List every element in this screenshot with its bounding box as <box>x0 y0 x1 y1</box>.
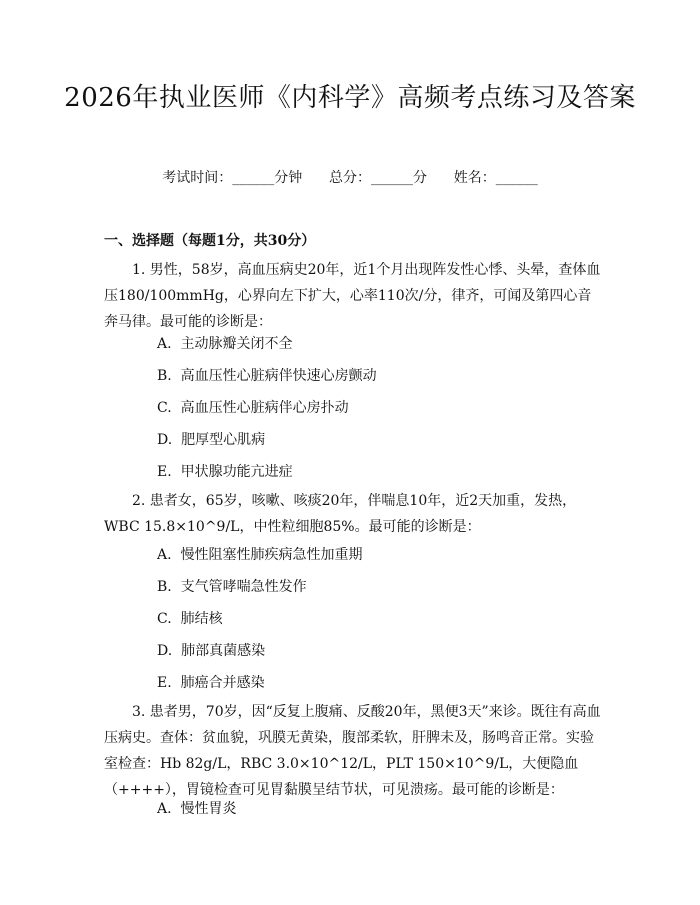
question-3-option-a: A. 慢性胃炎 <box>157 801 237 817</box>
document-title: 2026年执业医师《内科学》高频考点练习及答案 <box>64 83 636 113</box>
question-2-option-c: C. 肺结核 <box>157 611 223 627</box>
question-1-option-b: B. 高血压性心脏病伴快速心房颤动 <box>157 368 377 384</box>
question-1-option-a: A. 主动脉瓣关闭不全 <box>157 336 293 352</box>
exam-info-line: 考试时间：______分钟 总分：______分 姓名：______ <box>162 170 538 186</box>
question-1-option-d: D. 肥厚型心肌病 <box>157 432 266 448</box>
question-2-option-d: D. 肺部真菌感染 <box>157 643 266 659</box>
section-heading: 一、选择题（每题1分，共30分） <box>104 233 316 249</box>
question-1-option-c: C. 高血压性心脏病伴心房扑动 <box>157 400 349 416</box>
question-2-option-a: A. 慢性阻塞性肺疾病急性加重期 <box>157 547 363 563</box>
question-2-text: 2. 患者女，65岁，咳嗽、咳痰20年，伴喘息10年，近2天加重，发热，WBC 15.8×10^9/L，中性粒细胞85%。最可能的诊断是： <box>104 493 577 535</box>
question-1-text: 1. 男性，58岁，高血压病史20年，近1个月出现阵发性心悸、头晕，查体血压180/100mmHg，心界向左下扩大，心率110次/分，律齐，可闻及第四心音奔马律。最可能的诊断是： <box>104 262 601 330</box>
question-1-option-e: E. 甲状腺功能亢进症 <box>157 464 293 480</box>
question-2-option-b: B. 支气管哮喘急性发作 <box>157 579 307 595</box>
question-3-text: 3. 患者男，70岁，因“反复上腹痛、反酸20年，黑便3天”来诊。既往有高血压病史。查体：贫血貌，巩膜无黄染，腹部柔软，肝脾未及，肠鸣音正常。实验室检查：Hb 82g/L，RBC 3.0×10^12/L，PLT 150×10^9/L，大便隐血（++++），胃镜检查可见胃黏膜呈结节状，可见溃疡。最可能的诊断是： <box>104 704 601 798</box>
question-2-option-e: E. 肺癌合并感染 <box>157 675 265 691</box>
